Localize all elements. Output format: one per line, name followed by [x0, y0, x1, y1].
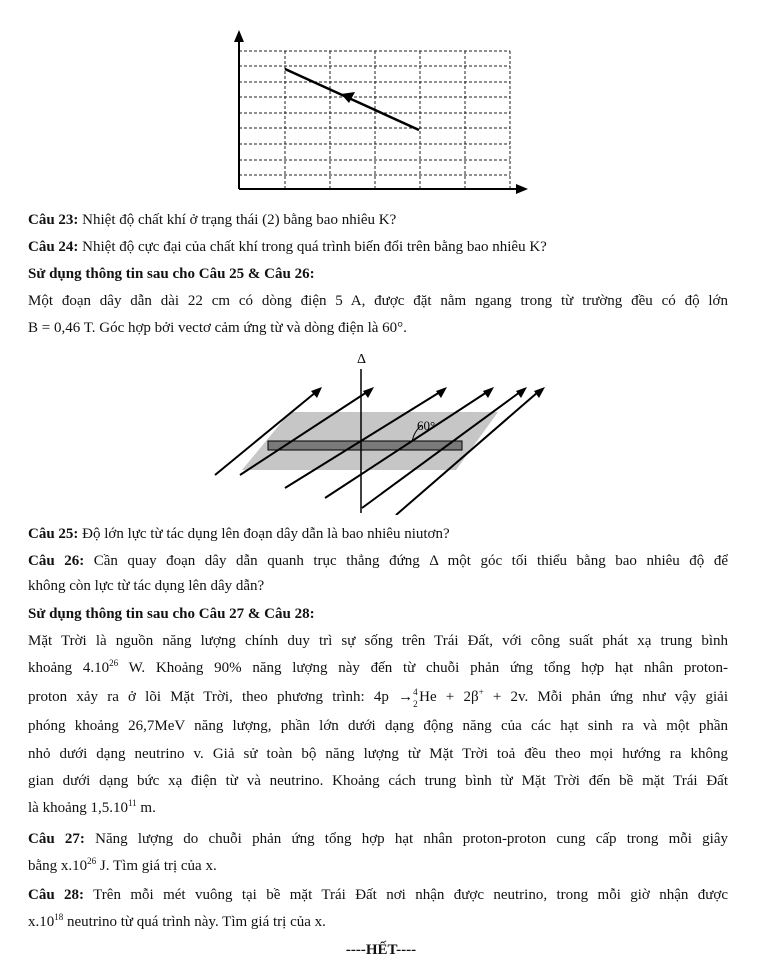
fusion-equation: [373, 687, 525, 709]
paragraph-text: Một đoạn dây dẫn dài 22 cm có dòng điện 5 A, được đặt nằm ngang trong từ trường đều có độ lớn: [28, 293, 728, 309]
paragraph-27-28-line2: [28, 658, 728, 678]
equation-helium: He + 2β: [419, 689, 479, 705]
value-unit: J: [96, 858, 106, 874]
beta-plus-sign: +: [478, 687, 484, 697]
question-27-line2: [28, 856, 728, 876]
equation-rest: + 2v: [483, 689, 525, 705]
graph-figure: [225, 28, 535, 198]
paragraph-text: gian dưới dạng bức xạ điện từ và neutrino. Khoảng cách trung bình từ Mặt Trời đến bề mặt Trái Đất: [28, 773, 728, 789]
paragraph-text: khoảng: [28, 660, 83, 676]
energy-expression: [61, 858, 106, 874]
power-base: 4.10: [82, 660, 110, 676]
field-equation: B = 0,46 T: [28, 320, 92, 336]
value-base: x.10: [28, 914, 55, 930]
question-text: Độ lớn lực từ tác dụng lên đoạn dây dẫn là bao nhiêu niutơn?: [78, 526, 450, 542]
question-label: Câu 26:: [28, 553, 85, 569]
end-mark: ----HẾT----: [345, 942, 417, 958]
paragraph-text: phóng khoảng: [28, 718, 129, 734]
question-text: không còn lực từ tác dụng lên dây dẫn?: [28, 578, 265, 594]
section-intro-text: Sử dụng thông tin sau cho Câu 25 & Câu 26:: [28, 266, 315, 282]
question-label: Câu 28:: [28, 887, 85, 903]
paragraph-text: năng lượng, phần lớn dưới dạng động năng của các hạt sinh ra và một phần: [184, 718, 728, 734]
value-base: x.10: [60, 858, 88, 874]
question-28-line1: [28, 885, 728, 905]
reaction-energy: 26,7MeV: [128, 718, 185, 734]
question-label: Câu 27:: [28, 831, 85, 847]
question-24: [28, 237, 728, 257]
distance-exponent: 11: [127, 798, 137, 808]
paragraph-text: .: [403, 320, 407, 336]
question-text: Cần quay đoạn dây dẫn quanh trục thẳng đứng: [84, 553, 430, 569]
question-text: Nhiệt độ chất khí ở trạng thái (2) bằng bao nhiêu K?: [78, 212, 397, 228]
equation-lhs: 4p →: [373, 689, 414, 705]
magnetic-field-figure: [200, 345, 560, 515]
paragraph-27-28-line7: [28, 798, 728, 818]
axis-label: Δ: [357, 352, 367, 367]
wire-conductor: [268, 441, 462, 450]
paragraph-text: Mặt Trời là nguồn năng lượng chính duy trì sự sống trên Trái Đất, với công suất phát xạ trung bình: [28, 633, 728, 649]
question-label: Câu 23:: [28, 212, 79, 228]
paragraph-27-28-line3: [28, 687, 728, 707]
earth-sun-distance: [90, 800, 152, 816]
question-text: một góc tối thiểu bằng bao nhiêu độ để: [438, 553, 728, 569]
distance-unit: m: [136, 800, 153, 816]
delta-symbol: Δ: [429, 553, 439, 569]
question-26-line2: [28, 576, 728, 596]
graph-grid: [239, 51, 510, 189]
section-intro-text: Sử dụng thông tin sau cho Câu 27 & Câu 28:: [28, 606, 315, 622]
question-28-line2: [28, 912, 728, 932]
helium-atomic-number: 2: [413, 699, 418, 709]
question-23: [28, 210, 728, 230]
question-text: Năng lượng do chuỗi phản ứng tổng hợp hạt nhân proton-proton cung cấp trong mỗi giây: [84, 831, 729, 847]
paragraph-text: proton xảy ra ở lõi Mặt Trời, theo phương trình:: [28, 689, 374, 705]
value-exponent: 26: [87, 856, 97, 866]
question-label: Câu 25:: [28, 526, 79, 542]
neutrino-expression: [28, 914, 63, 930]
question-text: . Tìm giá trị của x.: [105, 858, 217, 874]
section-intro-25-26: [28, 264, 728, 284]
power-unit: W: [118, 660, 142, 676]
paragraph-25-26-line1: [28, 291, 728, 311]
paragraph-text: . Góc hợp bởi vectơ cảm ứng từ và dòng điện là: [91, 320, 383, 336]
power-exponent: 26: [109, 658, 119, 668]
paragraph-text: nhỏ dưới dạng neutrino v. Giả sử toàn bộ năng lượng từ Mặt Trời toả đều theo mọi hướng ra không: [28, 746, 728, 762]
question-label: Câu 24:: [28, 239, 79, 255]
paragraph-text: là khoảng: [28, 800, 91, 816]
question-text: Trên mỗi mét vuông tại bề mặt Trái Đất nơi nhận được neutrino, trong mỗi giờ nhận được: [84, 887, 728, 903]
paragraph-text: .: [152, 800, 156, 816]
paragraph-25-26-line2: [28, 318, 728, 338]
paragraph-text: . Mỗi phản ứng như vậy giải: [524, 689, 728, 705]
question-text: neutrino từ quá trình này. Tìm giá trị của x.: [63, 914, 326, 930]
value-exponent: 18: [54, 912, 64, 922]
question-25: [28, 524, 728, 544]
question-text: Nhiệt độ cực đại của chất khí trong quá trình biến đổi trên bằng bao nhiêu K?: [78, 239, 547, 255]
question-27-line1: [28, 829, 728, 849]
paragraph-27-28-line4: [28, 716, 728, 736]
solar-power: [83, 660, 142, 676]
helium-mass-number: 4: [413, 687, 418, 697]
distance-base: 1,5.10: [90, 800, 128, 816]
question-text: bằng: [28, 858, 61, 874]
question-26-line1: [28, 551, 728, 571]
section-intro-27-28: [28, 604, 728, 624]
angle-label: 60°: [417, 418, 436, 433]
paragraph-27-28-line5: [28, 744, 728, 764]
process-line: [285, 69, 419, 130]
paragraph-27-28-line1: [28, 631, 728, 651]
paragraph-text: . Khoảng 90% năng lượng này đến từ chuỗi phản ứng tổng hợp hạt nhân proton-: [141, 660, 728, 676]
paragraph-27-28-line6: [28, 771, 728, 791]
angle-value: 60°: [382, 320, 404, 336]
